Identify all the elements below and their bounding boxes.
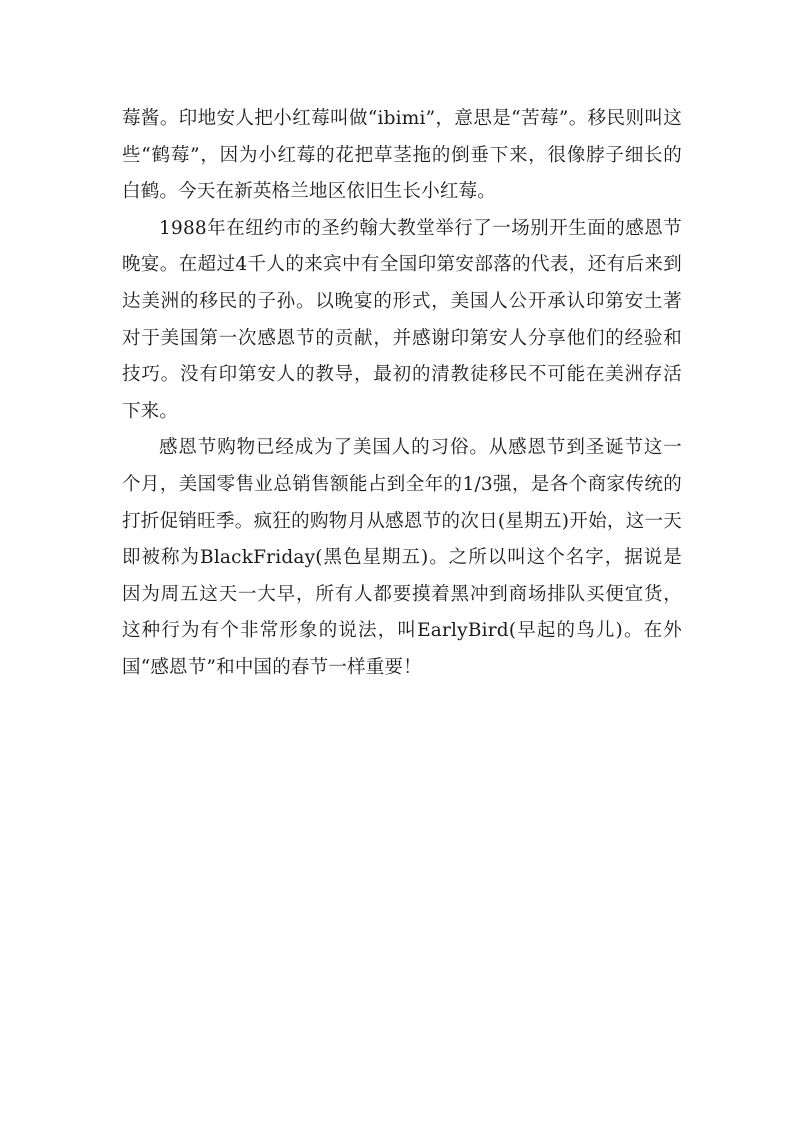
- paragraph-cranberry: 莓酱。印地安人把小红莓叫做“ibimi”，意思是“苦莓”。移民则叫这些“鹤莓”，因为小红莓的花把草茎拖的倒垂下来，很像脖子细长的白鹤。今天在新英格兰地区依旧生长小红莓。: [122, 108, 682, 203]
- paragraph-1988-dinner: 1988年在纽约市的圣约翰大教堂举行了一场别开生面的感恩节晚宴。在超过4千人的来宾中有全国印第安部落的代表，还有后来到达美洲的移民的子孙。以晚宴的形式，美国人公开承认印第安土著对于美国第一次感恩节的贡献，并感谢印第安人分享他们的经验和技巧。没有印第安人的教导，最初的清教徒移民不可能在美洲存活下来。: [122, 217, 682, 422]
- document-body: [122, 101, 682, 687]
- paragraph-shopping: 感恩节购物已经成为了美国人的习俗。从感恩节到圣诞节这一个月，美国零售业总销售额能占到全年的1/3强，是各个商家传统的打折促销旺季。疯狂的购物月从感恩节的次日(星期五)开始，这一天即被称为BlackFriday(黑色星期五)。之所以叫这个名字，据说是因为周五这天一大早，所有人都要摸着黑冲到商场排队买便宜货，这种行为有个非常形象的说法，叫EarlyBird(早起的鸟儿)。在外国“感恩节”和中国的春节一样重要！: [122, 437, 682, 678]
